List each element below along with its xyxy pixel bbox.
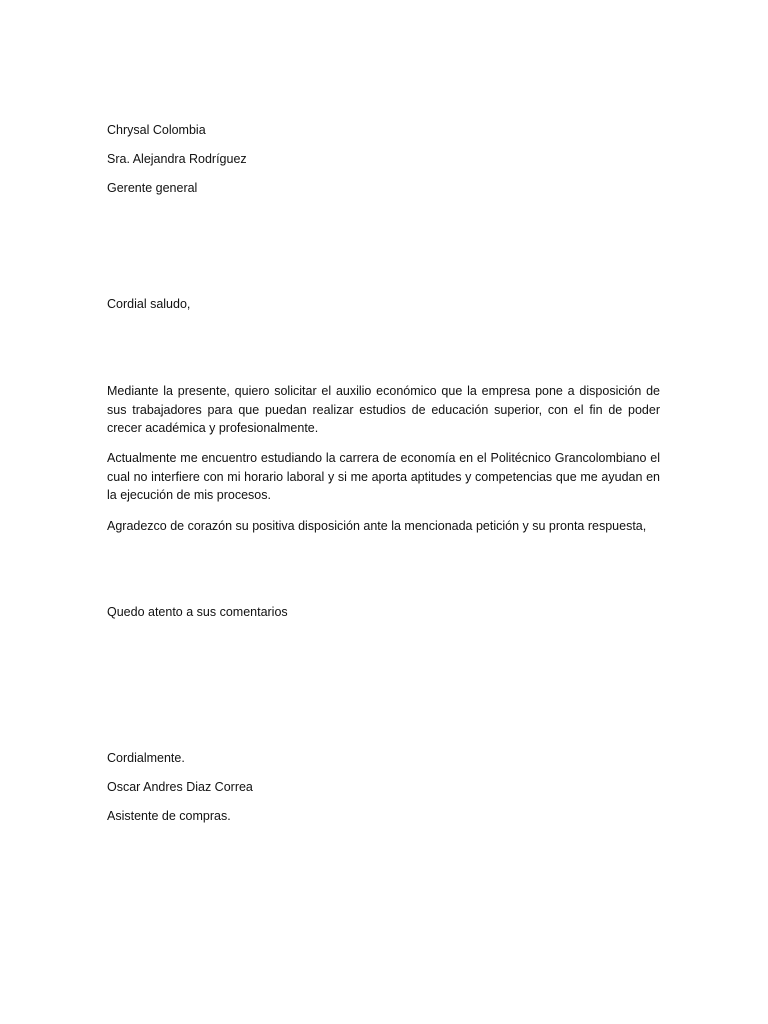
closing-note: Quedo atento a sus comentarios	[107, 605, 288, 619]
recipient-company: Chrysal Colombia	[107, 123, 206, 137]
signature-title: Asistente de compras.	[107, 809, 231, 823]
recipient-position: Gerente general	[107, 181, 198, 195]
body-paragraph-2: Actualmente me encuentro estudiando la carrera de economía en el Politécnico Grancolombiano el cual no interfiere con mi horario laboral y si me aporta aptitudes y competencias que me ayudan en la ejecución de mis procesos.	[107, 451, 660, 502]
recipient-name: Sra. Alejandra Rodríguez	[107, 152, 247, 166]
body-paragraph-1: Mediante la presente, quiero solicitar el auxilio económico que la empresa pone a disposición de sus trabajadores para que puedan realizar estudios de educación superior, con el fin de poder crecer académica y profesionalmente.	[107, 384, 660, 435]
body-paragraph-3: Agradezco de corazón su positiva disposición ante la mencionada petición y su pronta respuesta,	[107, 519, 647, 533]
signature-closing: Cordialmente.	[107, 751, 185, 765]
salutation: Cordial saludo,	[107, 297, 191, 311]
signature-name: Oscar Andres Diaz Correa	[107, 780, 253, 794]
